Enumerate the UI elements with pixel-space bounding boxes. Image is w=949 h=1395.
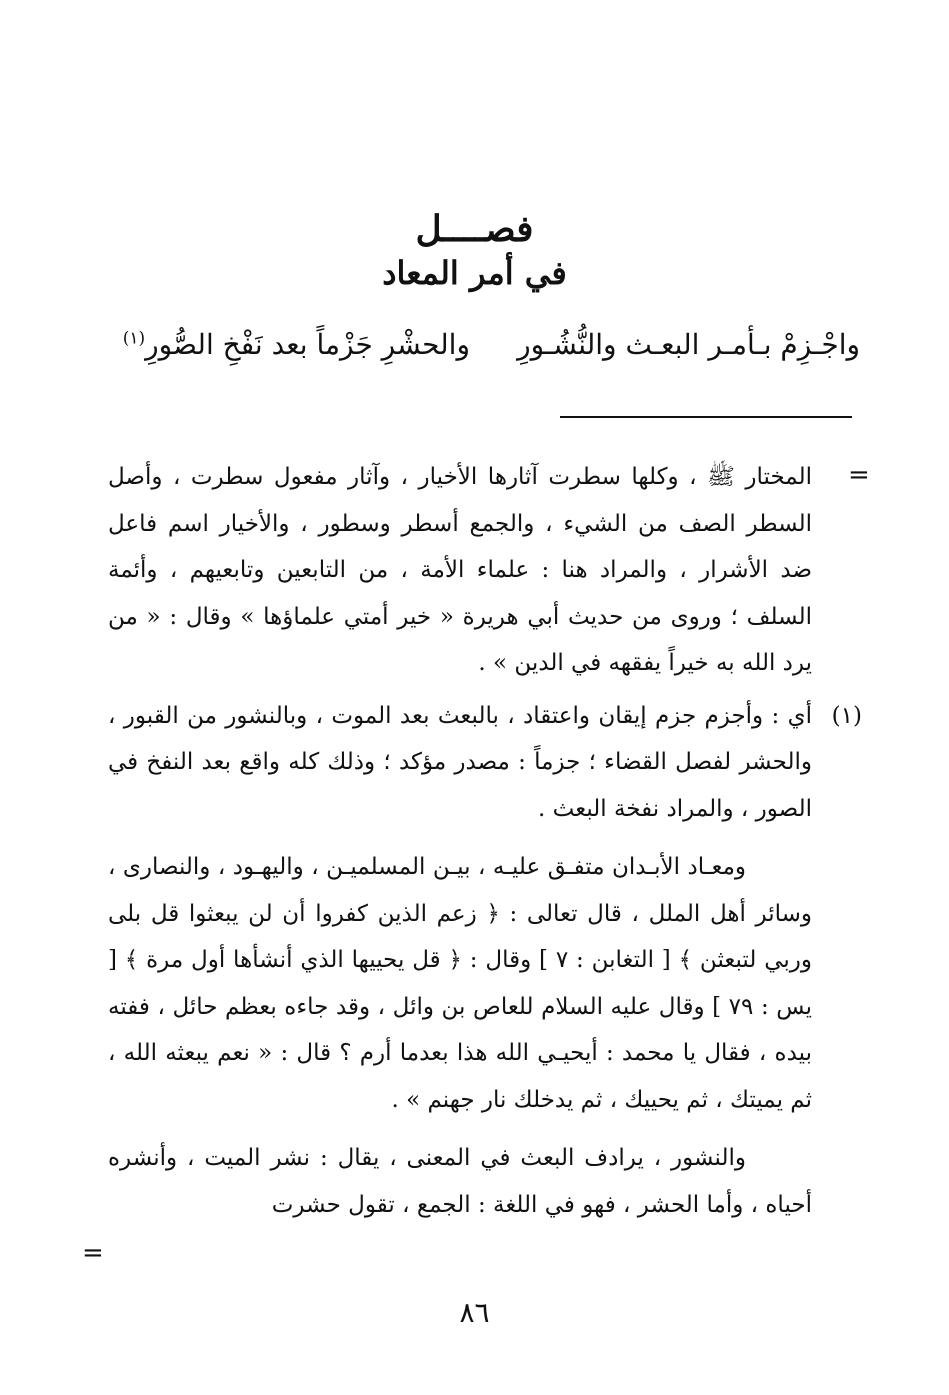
footnote-paragraph-2: ومعـاد الأبـدان متفـق عليـه ، بيـن المسلميـن ، واليهـود ، والنصارى ، وسائر أهل الملل ، قال تعالى : ﴿ زعم الذين كفروا أن لن يبعثوا قل بلى وربي لتبعثن ﴾ [ التغابن : ٧ ] وقال : ﴿ قل يحييها الذي أنشأها أول مرة ﴾ [ يس : ٧٩ ] وقال عليه السلام للعاص بن وائل ، وقد جاءه بعظم حائل ، ففته بيده ، فقال يا محمد : أيحيـي الله هذا بعدما أرم ؟ قال : « نعم يبعثه الله ، ثم يميتك ، ثم يحييك ، ثم يدخلك نار جهنم » . bbox=[108, 854, 812, 1113]
verse-second-hemistich bbox=[123, 328, 470, 361]
footnotes-area bbox=[108, 454, 862, 1234]
verse-first-hemistich: واجْـزِمْ بـأمـر البعـث والنُّشُـورِ bbox=[517, 328, 860, 361]
continuation-mark-top: = bbox=[848, 460, 870, 490]
section-title: فصــــل bbox=[415, 208, 534, 250]
verse-footnote-ref: (١) bbox=[122, 328, 146, 349]
footnote-divider bbox=[560, 416, 852, 418]
poem-verse bbox=[100, 328, 860, 384]
footnote-number: (١) bbox=[831, 702, 862, 729]
section-subtitle: في أمر المعاد bbox=[382, 254, 567, 292]
continued-footnote: المختار ﷺ ، وكلها سطرت آثارها الأخيار ، وآثار مفعول سطرت ، وأصل السطر الصف من الشيء ، والجمع أسطر وسطور ، والأخيار اسم فاعل ضد الأشرار ، والمراد هنا : علماء الأمة ، من التابعين وتابعيهم ، وأئمة السلف ؛ وروى من حديث أبي هريرة « خير أمتي علماؤها » وقال : « من يرد الله به خيراً يفقهه في الدين » . bbox=[108, 464, 812, 676]
continuation-mark-bottom: = bbox=[82, 1238, 104, 1268]
footnote-1-text: أي : وأجزم جزم إيقان واعتقاد ، بالبعث بعد الموت ، وبالنشور من القبور ، والحشر لفصل القضاء ؛ جزماً : مصدر مؤكد ؛ وذلك كله واقع بعد النفخ في الصور ، والمراد نفخة البعث . bbox=[108, 702, 812, 822]
verse-second-hemistich-text: والحشْرِ جَزْماً بعد نَفْخِ الصُّورِ bbox=[145, 328, 470, 361]
page-number: ٨٦ bbox=[459, 1296, 490, 1329]
footnote-paragraph-3: والنشور ، يرادف البعث في المعنى ، يقال : نشر الميت ، وأنشره أحياه ، وأما الحشر ، فهو في اللغة : الجمع ، تقول حشرت bbox=[108, 1145, 812, 1218]
footnote-1 bbox=[108, 693, 862, 833]
